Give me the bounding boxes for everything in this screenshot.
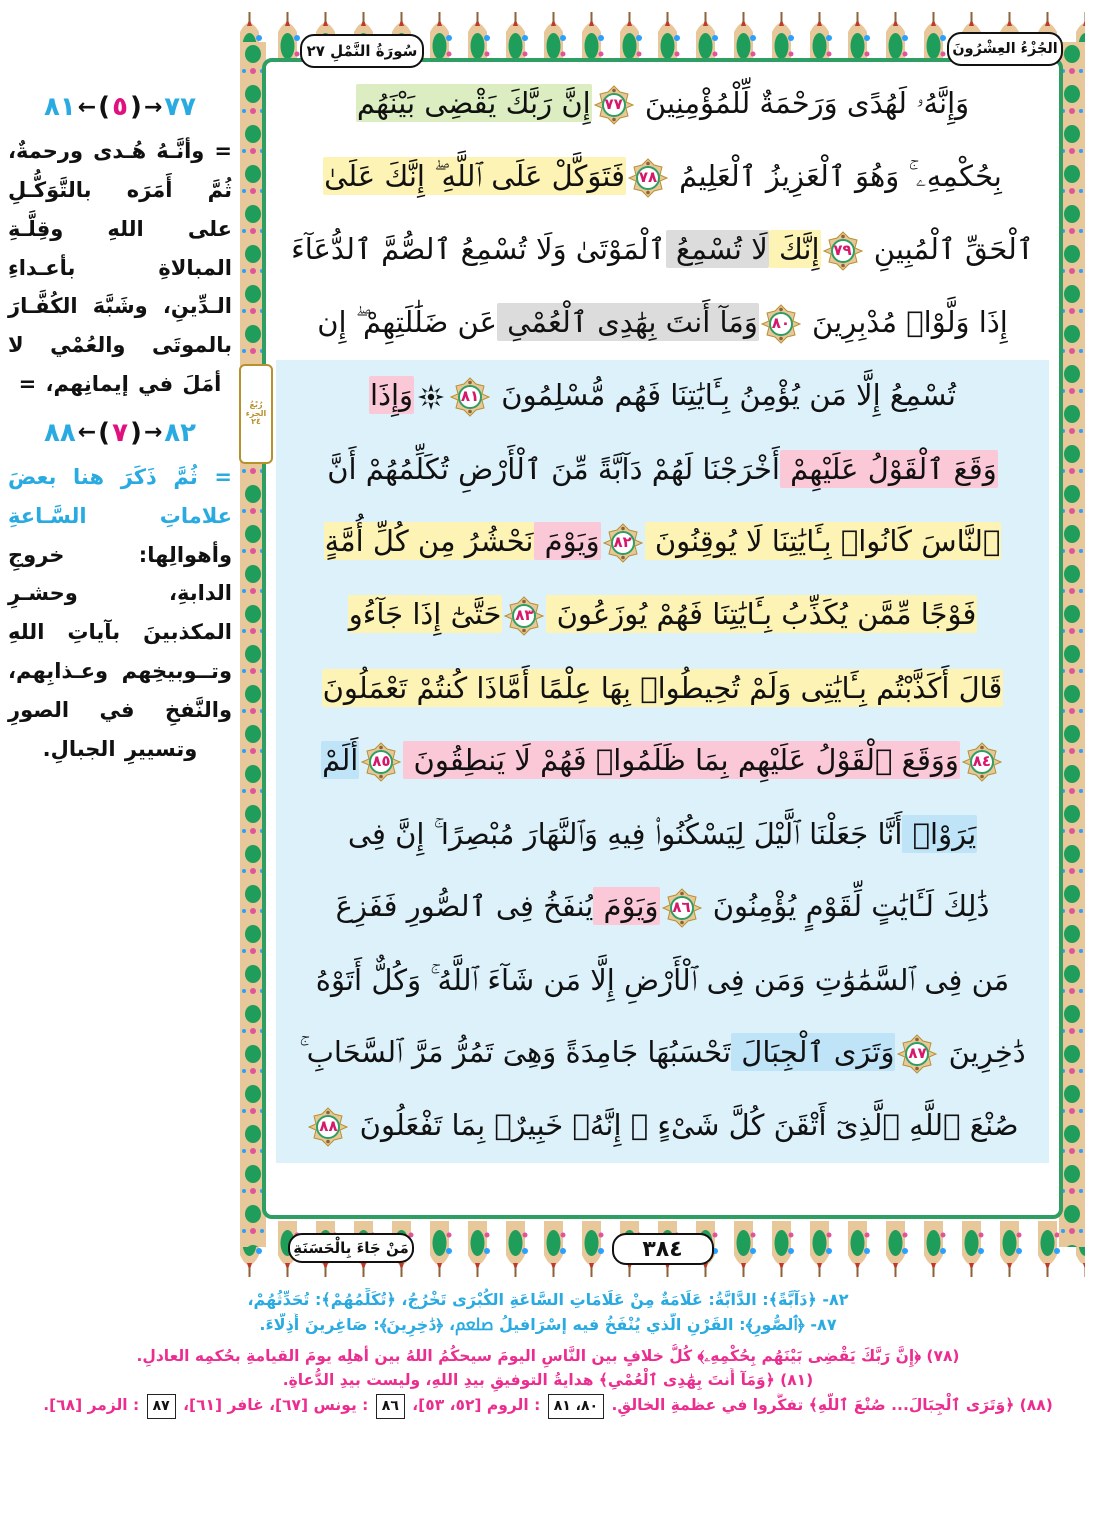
quran-line (276, 433, 1049, 506)
quran-line (276, 68, 1049, 141)
footnote-pink-88-row (14, 1393, 1082, 1418)
quarter-hizb-line2: الجزء (245, 408, 267, 418)
quran-line-text (306, 1107, 1018, 1147)
range-count-2: ٧ (112, 417, 128, 448)
crossref-box-3: ٨٧ (147, 1394, 176, 1418)
margin-note-block-1: = وأنَّـهُ هُـدى ورحمةٌ، ثُمَّ أَمَرَه بالتَّوَكُّـلِ على اللهِ وقِلَّـةِ المبالاةِ بأعـداءِ الـدِّينِ، وشَبَّهَ الكُفَّـارَ بالموتَى والعُمْي لا أمَلَ في إيمانِهم، = (8, 139, 232, 397)
quran-text-segment: ٱلنَّاسَ كَانُوا۟ بِـَٔايَٰتِنَا لَا يُوقِنُونَ (645, 523, 1001, 558)
quran-line-text (348, 596, 978, 636)
quran-line (276, 506, 1049, 579)
page-number: ٣٨٤ (642, 1236, 683, 1262)
quran-text-segment: وَإِذَا (370, 377, 414, 412)
quran-text-frame (262, 58, 1063, 1219)
quran-text-segment: تُسْمِعُ إِلَّا مَن يُؤْمِنُ بِـَٔايَٰتِنَا فَهُم مُّسْلِمُونَ (492, 377, 956, 412)
quran-line-text (324, 523, 1002, 563)
crossref-value-2: [٦٧]، غافر (227, 1396, 309, 1415)
ayah-number-medallion: ٨٦ (662, 888, 702, 928)
margin-note-2-body: : خروجِ الدابةِ، وحشـرِ المكذبينَ بآياتِ اللهِ وتــوبيخِهم وعـذابِهم، والنَّفخِ في الصورِ وتسييرِ الجبالِ. (8, 542, 232, 761)
quran-text-segment: إِنَّ رَبَّكَ يَقْضِى بَيْنَهُم (356, 85, 591, 120)
quran-line (276, 579, 1049, 652)
margin-notes-column (8, 86, 232, 769)
quran-text-segment: إِنَّكَ (769, 231, 820, 266)
ayah-number-medallion: ٨٢ (603, 523, 643, 563)
quran-line (276, 1017, 1049, 1090)
quran-line (276, 287, 1049, 360)
verse-range-indicator-2: ٨٨ ← ( ٧ ) → ٨٢ (43, 417, 197, 448)
ayah-number-medallion: ٨٤ (962, 742, 1002, 782)
arrow-right-icon: → (143, 94, 163, 120)
arrow-left-icon-2: ← (77, 420, 97, 446)
crossref-label-2: : يونس (313, 1396, 369, 1415)
quran-line (276, 725, 1049, 798)
quran-line-text (322, 671, 1004, 705)
quran-text-segment: دَٰخِرِينَ (939, 1034, 1026, 1069)
quran-text-segment: وَتَرَى ٱلْجِبَالَ (732, 1034, 895, 1069)
quran-line (276, 652, 1049, 725)
margin-note-2-head: وأهوالِها (147, 542, 232, 567)
quran-text-segment: يَرَوْا۟ (903, 817, 977, 851)
quran-text-segment: وَوَقَعَ ٱلْقَوْلُ عَلَيْهِم بِمَا ظَلَمُوا۟ فَهُمْ لَا يَنطِقُونَ (404, 742, 959, 777)
quran-text-segment: تَحْسَبُهَا جَامِدَةً وَهِىَ تَمُرُّ مَرَّ ٱلسَّحَابِ ۚ (299, 1034, 732, 1069)
quran-line-text (336, 888, 990, 928)
ayah-number-medallion: ٨١ (450, 377, 490, 417)
quarter-hizb-line1: رُبْعُ (249, 399, 263, 409)
crossref-label-3: : الزمر (87, 1396, 140, 1415)
quran-text-segment: يُنفَخُ فِى ٱلصُّورِ فَفَزِعَ (335, 888, 594, 923)
crossref-value-3: [٦١]، (183, 1396, 223, 1415)
crossref-value-1: [٥٢، ٥٣]، (412, 1396, 482, 1415)
quran-text-segment: لَا تُسْمِعُ (666, 231, 768, 266)
quran-line-text (356, 85, 969, 125)
ruku-marker-icon (418, 384, 444, 410)
quran-line (276, 141, 1049, 214)
quran-text-segment: أَلَمْ (322, 742, 359, 777)
range-end-2: ٨٨ (43, 417, 76, 448)
quran-text-segment: صُنْعَ ٱللَّهِ ٱلَّذِىٓ أَتْقَنَ كُلَّ شَىْءٍ ۚ إِنَّهُۥ خَبِيرٌۢ بِمَا تَفْعَلُونَ (350, 1107, 1019, 1142)
quran-line-text (299, 1034, 1025, 1074)
quran-line (276, 214, 1049, 287)
quran-line-text (347, 817, 977, 851)
ayah-number-medallion: ٨٥ (361, 742, 401, 782)
quran-text-segment: نَحْشُرُ مِن كُلِّ أُمَّةٍ (324, 523, 534, 558)
quran-text-segment: مَن فِى ٱلسَّمَٰوَٰتِ وَمَن فِى ٱلْأَرْضِ إِلَّا مَن شَآءَ ٱللَّهُ ۚ وَكُلٌّ أَتَوْهُ (315, 963, 1010, 997)
ayah-number-medallion: ٨٠ (761, 304, 801, 344)
quran-line (276, 1090, 1049, 1163)
quran-text-segment: وَيَوْمَ (535, 523, 600, 558)
range-start-2: ٨٢ (164, 417, 197, 448)
quran-text-body (266, 62, 1059, 1215)
ayah-number-medallion: ٧٨ (628, 158, 668, 198)
ayah-number-medallion: ٨٧ (897, 1034, 937, 1074)
margin-note-block-2 (8, 458, 232, 769)
quran-text-segment: فَتَوَكَّلْ عَلَى ٱللَّهِ ۖ إِنَّكَ عَلَىٰ (324, 158, 625, 193)
footnote-pink-81: (٨١) ﴿وَمَآ أَنتَ بِهَٰدِى ٱلْعُمْىِ﴾ هدايةُ التوفيقِ بيدِ اللهِ، وليست بيدِ الدُّعاةِ. (282, 1371, 814, 1390)
quran-line-text (327, 452, 998, 486)
quarter-hizb-marker (239, 364, 273, 464)
footnote-pink-88: (٨٨) ﴿وَتَرَى ٱلْجِبَالَ... صُنْعَ ٱللَّهِ﴾ تفكَّروا في عظمةِ الخالقِ. (611, 1396, 1053, 1415)
quran-text-segment: بِحُكْمِهِۦ ۚ وَهُوَ ٱلْعَزِيزُ ٱلْعَلِيمُ (669, 158, 1002, 193)
footnotes-section (14, 1288, 1082, 1419)
quran-text-segment: أَخْرَجْنَا لَهُمْ دَآبَّةً مِّنَ ٱلْأَرْضِ تُكَلِّمُهُمْ أَنَّ (327, 452, 780, 486)
surah-title: سُورَةُ النَّمْلِ ٢٧ (306, 42, 418, 60)
quran-text-segment: ٱلْحَقِّ ٱلْمُبِينِ (864, 231, 1034, 266)
quran-text-segment: إِذَا وَلَّوْا۟ مُدْبِرِينَ (802, 304, 1008, 339)
margin-note-2-blue: = ثُمَّ ذَكَرَ هنا بعضَ علاماتِ السَّـاعةِ (8, 464, 232, 528)
footnote-blue-1: ٨٢- ﴿دَآبَّةً﴾: الدَّابَّةُ: عَلَامَةٌ مِنْ عَلَامَاتِ السَّاعَةِ الكُبْرَى تَخْرُجُ، ﴿تُكَلِّمُهُمْ﴾: تُحَدِّثُهُمْ، (247, 1290, 849, 1309)
quran-text-segment: أَنَّا جَعَلْنَا ٱلَّيْلَ لِيَسْكُنُوا۟ فِيهِ وَٱلنَّهَارَ مُبْصِرًا ۚ إِنَّ فِى (347, 817, 903, 851)
arrow-right-icon-2: → (143, 420, 163, 446)
quran-line (276, 944, 1049, 1017)
quran-line-text (291, 231, 1034, 271)
quran-line-text (315, 963, 1010, 997)
crossref-box-1: ٨٠، ٨١ (548, 1394, 604, 1418)
quran-line-text (369, 377, 956, 417)
verse-range-indicator-1: ٨١ ← ( ٥ ) → ٧٧ (43, 92, 197, 122)
quran-line (276, 871, 1049, 944)
quran-line (276, 360, 1049, 433)
footnote-pink-78: (٧٨) ﴿إِنَّ رَبَّكَ يَقْضِى بَيْنَهُم بِحُكْمِهِۦ﴾ كُلُّ خلافٍ بين النَّاسِ اليومَ سيحكُمُ اللهُ بين أهلِه يومَ القيامةِ بحُكمِه العادلِ. (136, 1346, 960, 1365)
quran-line (276, 798, 1049, 871)
range-end-1: ٨١ (43, 92, 76, 122)
quarter-hizb-line3: ٢٤ (251, 417, 261, 427)
quran-text-segment: ٱلْمَوْتَىٰ وَلَا تُسْمِعُ ٱلصُّمَّ ٱلدُّعَآءَ (291, 231, 666, 266)
quran-text-segment: وَمَآ أَنتَ بِهَٰدِى ٱلْعُمْىِ (497, 304, 758, 339)
quran-text-segment: عَن ضَلَٰلَتِهِمْ ۖ إِن (317, 304, 497, 339)
juz-title-cartouche (947, 32, 1063, 66)
quran-text-segment: ذَٰلِكَ لَـَٔايَٰتٍ لِّقَوْمٍ يُؤْمِنُونَ (703, 888, 990, 923)
quran-text-segment: فَوْجًا مِّمَّن يُكَذِّبُ بِـَٔايَٰتِنَا فَهُمْ يُوزَعُونَ (547, 596, 977, 631)
surah-title-cartouche (300, 34, 424, 68)
quran-line-text (323, 158, 1002, 198)
ayah-number-medallion: ٧٧ (594, 85, 634, 125)
hizb-label: مَنْ جَاءَ بِالْحَسَنَةِ (293, 1239, 409, 1257)
ayah-number-medallion: ٨٨ (308, 1107, 348, 1147)
ayah-number-medallion: ٧٩ (823, 231, 863, 271)
range-count-1: ٥ (112, 92, 128, 122)
quran-text-segment: وَقَعَ ٱلْقَوْلُ عَلَيْهِمْ (780, 452, 997, 486)
quran-text-segment: وَيَوْمَ (594, 888, 659, 923)
footnote-blue-2: ٨٧- ﴿ٱلصُّورِ﴾: القَرْنِ الَّذي يُنْفَخُ فيه إسْرَافيلُ ﷵ، ﴿دَٰخِرِينَ﴾: صَاغِرينَ أَذِلَّاءَ. (259, 1314, 837, 1334)
quran-line-text (317, 304, 1008, 344)
mushaf-frame (240, 12, 1085, 1277)
quran-text-segment: قَالَ أَكَذَّبْتُم بِـَٔايَٰتِى وَلَمْ تُحِيطُوا۟ بِهَا عِلْمًا أَمَّاذَا كُنتُمْ تَعْمَلُونَ (322, 671, 1003, 705)
quran-text-segment: حَتَّىٰٓ إِذَا جَآءُو (348, 596, 502, 631)
juz-title: الجُزْءُ العِشْرُونَ (952, 41, 1058, 57)
quran-text-segment: وَإِنَّهُۥ لَهُدًى وَرَحْمَةٌ لِّلْمُؤْمِنِينَ (635, 85, 970, 120)
page-number-cartouche (612, 1233, 714, 1265)
range-start-1: ٧٧ (164, 92, 197, 122)
hizb-label-cartouche (288, 1233, 414, 1263)
crossref-label-1: : الروم (486, 1396, 541, 1415)
quran-line-text (321, 742, 1004, 782)
ayah-number-medallion: ٨٣ (504, 596, 544, 636)
arrow-left-icon: ← (77, 94, 97, 120)
crossref-box-2: ٨٦ (376, 1394, 405, 1418)
crossref-value-4: [٦٨]. (43, 1396, 83, 1415)
